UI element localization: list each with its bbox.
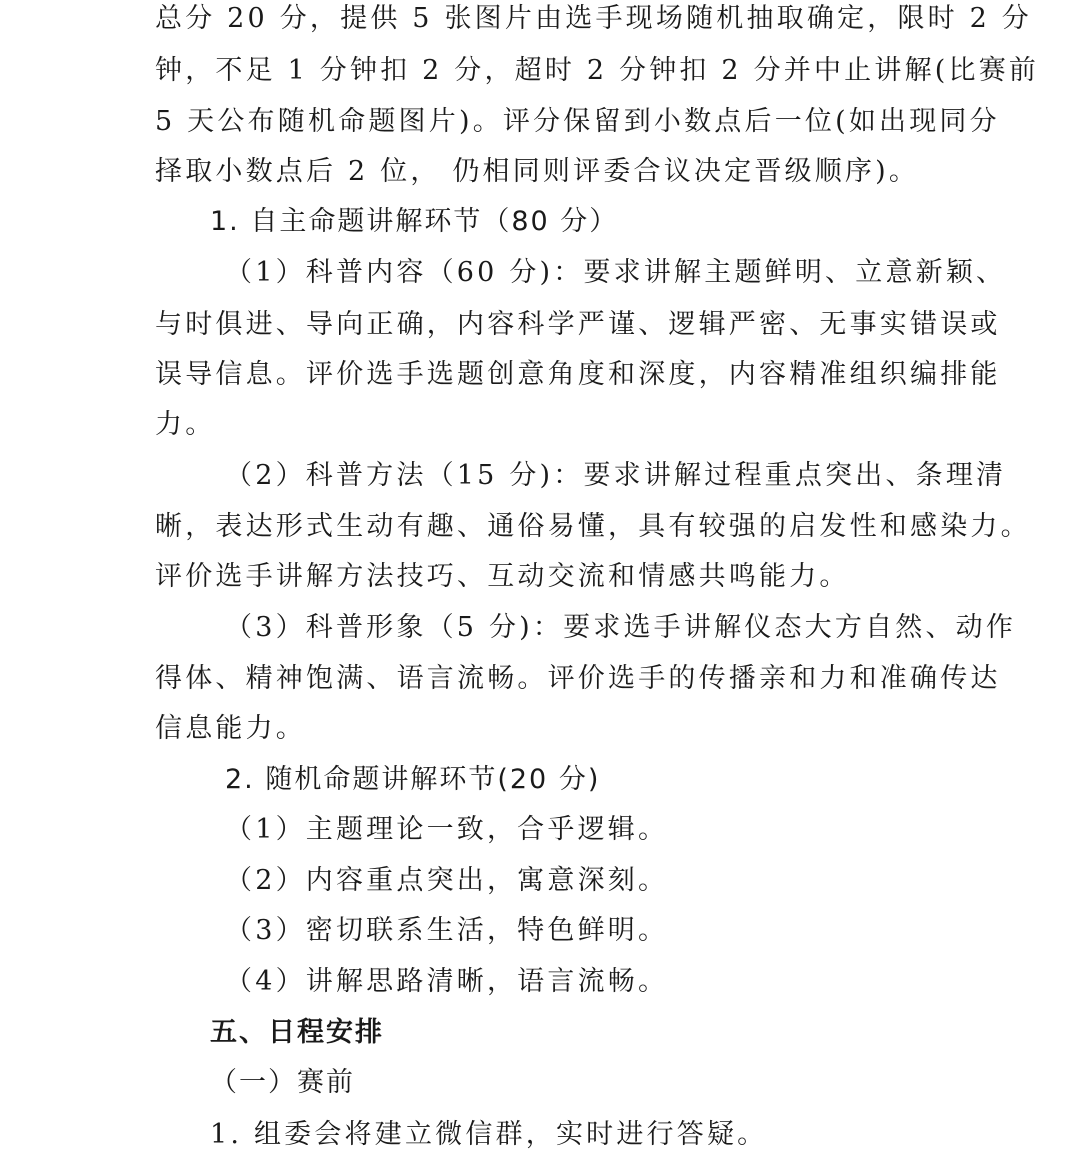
intro-line-1: 总分 20 分，提供 5 张图片由选手现场随机抽取确定，限时 2 分 [155,3,1033,34]
intro-line-2: 钟，不足 1 分钟扣 2 分，超时 2 分钟扣 2 分并中止讲解(比赛前 [155,55,1040,86]
section1-item1-line-1: （1）科普内容（60 分)：要求讲解主题鲜明、立意新颖、 [225,257,1007,288]
section5-sub1-item-1: 1. 组委会将建立微信群，实时进行答疑。 [210,1119,768,1150]
section2-item-4: （4）讲解思路清晰，语言流畅。 [225,966,669,997]
section1-item1-line-2: 与时俱进、导向正确，内容科学严谨、逻辑严密、无事实错误或 [155,309,1001,340]
section1-item2-line-2: 晰，表达形式生动有趣、通俗易懂，具有较强的启发性和感染力。 [155,511,1031,542]
intro-line-3: 5 天公布随机命题图片)。评分保留到小数点后一位(如出现同分 [155,106,1000,137]
section1-item1-line-3: 误导信息。评价选手选题创意角度和深度，内容精准组织编排能 [155,359,1001,390]
section2-item-2: （2）内容重点突出，寓意深刻。 [225,865,669,896]
section2-item-3: （3）密切联系生活，特色鲜明。 [225,915,669,946]
section1-item3-line-1: （3）科普形象（5 分)：要求选手讲解仪态大方自然、动作 [225,612,1017,643]
section2-title: 2. 随机命题讲解环节(20 分) [225,764,601,795]
section5-sub1-title: （一）赛前 [210,1067,355,1098]
section1-item2-line-1: （2）科普方法（15 分)：要求讲解过程重点突出、条理清 [225,460,1007,491]
section2-item-1: （1）主题理论一致，合乎逻辑。 [225,814,669,845]
section5-title: 五、日程安排 [210,1017,384,1048]
section1-item1-line-4: 力。 [155,409,216,440]
section1-title: 1. 自主命题讲解环节（80 分） [210,206,619,237]
section1-item3-line-2: 得体、精神饱满、语言流畅。评价选手的传播亲和力和准确传达 [155,663,1001,694]
section1-item3-line-3: 信息能力。 [155,713,306,744]
section1-item2-line-3: 评价选手讲解方法技巧、互动交流和情感共鸣能力。 [155,561,850,592]
intro-line-4: 择取小数点后 2 位， 仍相同则评委合议决定晋级顺序)。 [155,156,920,187]
